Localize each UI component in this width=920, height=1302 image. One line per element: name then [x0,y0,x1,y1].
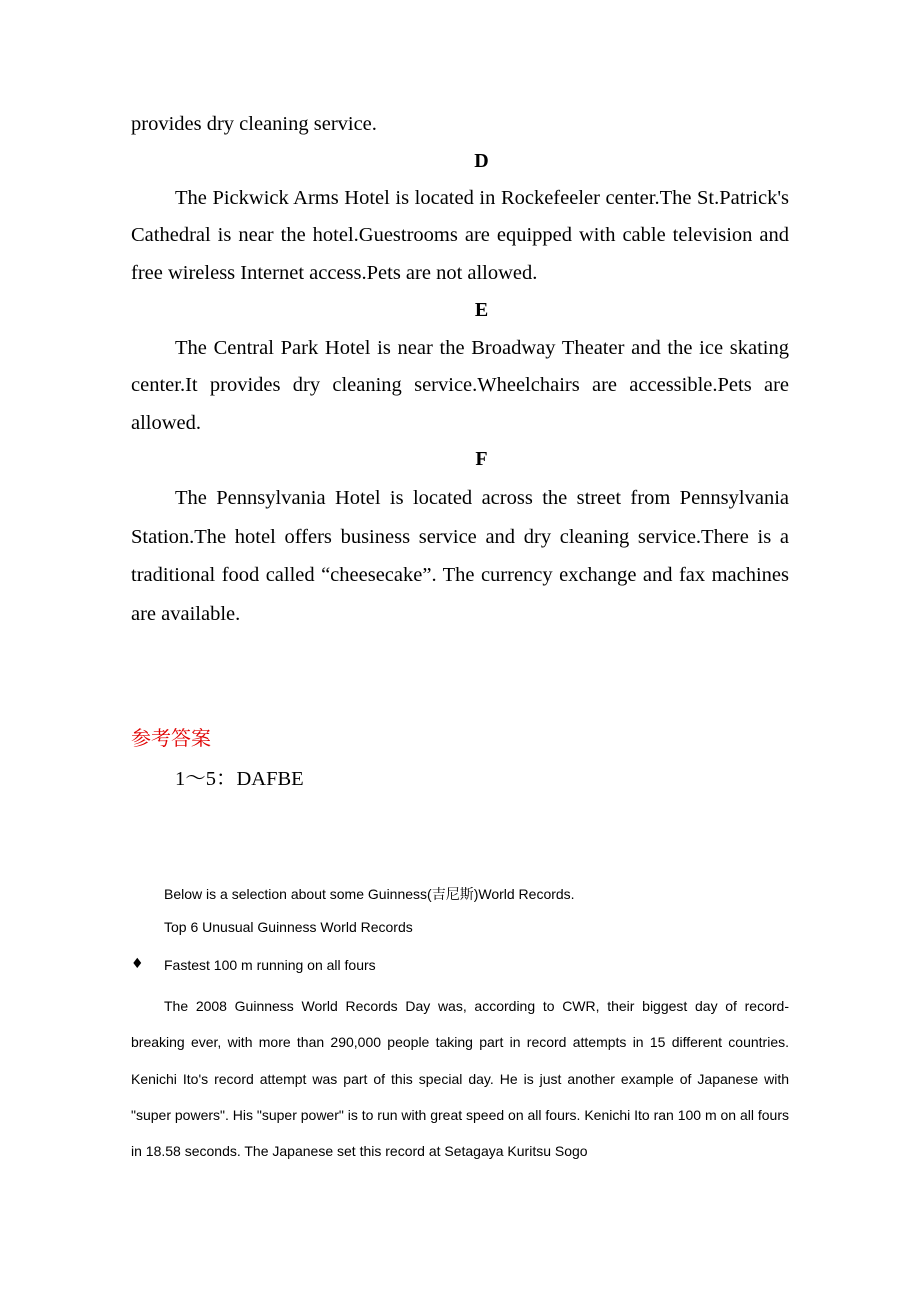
section-d-text: The Pickwick Arms Hotel is located in Rockefeeler center.The St.Patrick's Cathedral is near the hotel.Guestrooms are equipped with cable television and free wireless Internet access.Pets are not allowed. [131,187,789,284]
diamond-bullet-icon: ♦ [131,956,144,972]
answer-title: 参考答案 [131,726,211,750]
section-e-text: The Central Park Hotel is near the Broadway Theater and the ice skating center.It provides dry cleaning service.Wheelchairs are accessible.Pets are allowed. [131,337,789,434]
answer-text: 1～5：DAFBE [175,768,304,790]
section-d-label: D [474,150,489,172]
guinness-intro: Below is a selection about some Guinness(吉尼斯)World Records. [164,886,575,902]
guinness-item-title: Fastest 100 m running on all fours [164,957,376,973]
guinness-subtitle: Top 6 Unusual Guinness World Records [164,919,413,935]
section-f-label: F [475,448,488,470]
section-f-text: The Pennsylvania Hotel is located across the street from Pennsylvania Station.The hotel offers business service and dry cleaning service.There is a traditional food called “cheesecake”. The currency exchange and fax machines are available. [131,487,789,625]
section-e-label: E [474,299,489,321]
guinness-paragraph: The 2008 Guinness World Records Day was, according to CWR, their biggest day of record-breaking ever, with more than 290,000 people taking part in record attempts in 15 different countries. Kenichi Ito's record attempt was part of this special day. He is just another example of Japanese with "super powers". His "super power" is to run with great speed on all fours. Kenichi Ito ran 100 m on all fours in 18.58 seconds. The Japanese set this record at Setagaya Kuritsu Sogo [131,998,789,1160]
section-c-tail: provides dry cleaning service. [131,113,377,135]
